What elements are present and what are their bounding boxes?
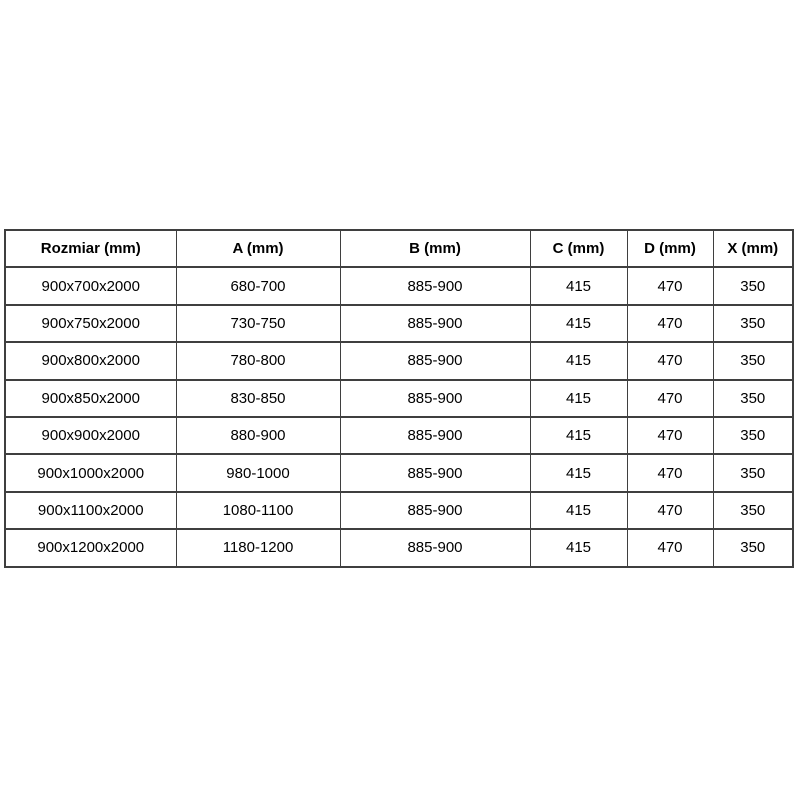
- table-cell: 350: [713, 454, 793, 491]
- table-cell: 680-700: [176, 267, 340, 304]
- table-row: [5, 454, 793, 491]
- table-cell: 415: [530, 380, 627, 417]
- table-cell: 885-900: [340, 529, 530, 566]
- table-cell: 900x850x2000: [5, 380, 176, 417]
- table-cell: 900x1100x2000: [5, 492, 176, 529]
- table-cell: 470: [627, 492, 713, 529]
- table-cell: 470: [627, 342, 713, 379]
- table-cell: 885-900: [340, 492, 530, 529]
- column-header: B (mm): [340, 230, 530, 267]
- table-cell: 885-900: [340, 267, 530, 304]
- table-cell: 830-850: [176, 380, 340, 417]
- table-cell: 350: [713, 492, 793, 529]
- table-cell: 880-900: [176, 417, 340, 454]
- table-cell: 470: [627, 267, 713, 304]
- table-cell: 900x900x2000: [5, 417, 176, 454]
- column-header: D (mm): [627, 230, 713, 267]
- table-cell: 885-900: [340, 342, 530, 379]
- table-row: [5, 305, 793, 342]
- table-cell: 415: [530, 454, 627, 491]
- table-cell: 470: [627, 305, 713, 342]
- table-cell: 350: [713, 380, 793, 417]
- table-row: [5, 492, 793, 529]
- table-cell: 780-800: [176, 342, 340, 379]
- table-cell: 415: [530, 267, 627, 304]
- table-cell: 885-900: [340, 454, 530, 491]
- table-cell: 885-900: [340, 380, 530, 417]
- column-header: X (mm): [713, 230, 793, 267]
- table-cell: 885-900: [340, 305, 530, 342]
- table-cell: 900x800x2000: [5, 342, 176, 379]
- table-row: [5, 417, 793, 454]
- table-row: [5, 342, 793, 379]
- table-body: [5, 267, 793, 566]
- table-cell: 350: [713, 342, 793, 379]
- table-cell: 900x1200x2000: [5, 529, 176, 566]
- table-cell: 415: [530, 305, 627, 342]
- table-cell: 415: [530, 529, 627, 566]
- table-row: [5, 529, 793, 566]
- table-cell: 470: [627, 454, 713, 491]
- table-cell: 885-900: [340, 417, 530, 454]
- table-cell: 470: [627, 417, 713, 454]
- table-cell: 900x1000x2000: [5, 454, 176, 491]
- column-header: A (mm): [176, 230, 340, 267]
- table-cell: 350: [713, 529, 793, 566]
- table-cell: 1180-1200: [176, 529, 340, 566]
- table-cell: 470: [627, 380, 713, 417]
- table-cell: 350: [713, 417, 793, 454]
- table-cell: 415: [530, 492, 627, 529]
- header-row: [5, 230, 793, 267]
- table-cell: 415: [530, 342, 627, 379]
- table-cell: 350: [713, 305, 793, 342]
- table-cell: 350: [713, 267, 793, 304]
- table-cell: 900x700x2000: [5, 267, 176, 304]
- dimensions-table: [4, 229, 794, 568]
- table-cell: 980-1000: [176, 454, 340, 491]
- table-cell: 470: [627, 529, 713, 566]
- table-cell: 415: [530, 417, 627, 454]
- table-cell: 900x750x2000: [5, 305, 176, 342]
- table-cell: 1080-1100: [176, 492, 340, 529]
- table-cell: 730-750: [176, 305, 340, 342]
- table-row: [5, 380, 793, 417]
- column-header: Rozmiar (mm): [5, 230, 176, 267]
- table-row: [5, 267, 793, 304]
- column-header: C (mm): [530, 230, 627, 267]
